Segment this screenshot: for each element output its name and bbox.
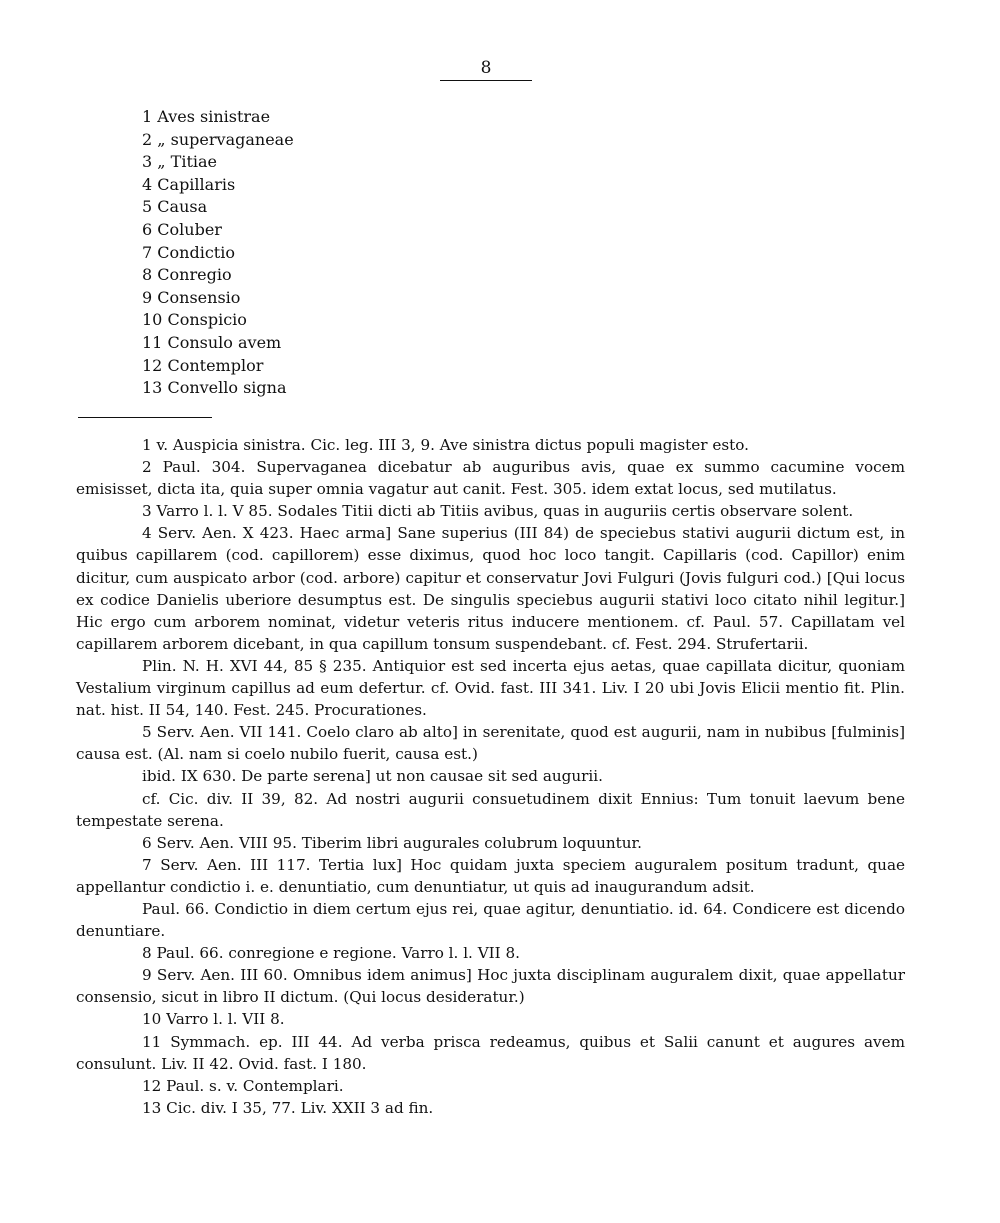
list-item xyxy=(142,309,542,332)
page-number: 8 xyxy=(440,58,532,81)
entry-text: „ supervaganeae xyxy=(157,129,294,149)
entry-text: 5 xyxy=(142,197,153,217)
entry-text: Consensio xyxy=(157,287,241,307)
list-item xyxy=(142,219,542,242)
footnote: 10 Varro l. l. VII 8. xyxy=(142,1010,285,1029)
entry-list xyxy=(142,106,542,400)
entry-text: Convello signa xyxy=(167,378,287,398)
footnote: 2 Paul. 304. Supervaganea dicebatur ab auguribus avis, quae ex summo cacumine vocem emisisset, dicta ita, quia super omnia vagatur aut canit. Fest. 305. idem extat locus, sed mutilatus. xyxy=(76,458,905,499)
list-item xyxy=(142,287,542,310)
entry-text: 4 xyxy=(142,174,153,194)
footnote: Plin. N. H. XVI 44, 85 § 235. Antiquior est sed incerta ejus aetas, quae capillata dicitur, quoniam Vestalium virginum capillus ad eum defertur. cf. Ovid. fast. III 341. Liv. I 20 ubi Jovis Elicii mentio fit. Plin. nat. hist. II 54, 140. Fest. 245. Procurationes. xyxy=(76,656,905,720)
footnote: 13 Cic. div. I 35, 77. Liv. XXII 3 ad fin. xyxy=(142,1098,434,1117)
entry-text: 10 xyxy=(142,310,163,330)
entry-text: 2 xyxy=(142,129,153,149)
entry-text: 13 xyxy=(142,378,163,398)
entry-text: 3 xyxy=(142,152,153,172)
entry-text: 11 xyxy=(142,332,163,352)
footnote: 1 v. Auspicia sinistra. Cic. leg. III 3, 9. Ave sinistra dictus populi magister esto. xyxy=(142,436,749,454)
footnote: 6 Serv. Aen. VIII 95. Tiberim libri augurales colubrum loquuntur. xyxy=(142,833,642,852)
entry-text: Conspicio xyxy=(167,310,247,330)
list-item xyxy=(142,332,542,355)
list-item xyxy=(142,174,542,197)
list-item xyxy=(142,377,542,400)
entry-text: 6 xyxy=(142,219,153,239)
list-item xyxy=(142,106,542,129)
entry-text: Conregio xyxy=(157,265,232,285)
list-item xyxy=(142,264,542,287)
footnote: ibid. IX 630. De parte serena] ut non causae sit sed augurii. xyxy=(142,767,603,786)
entry-text: 1 xyxy=(142,107,153,126)
list-item xyxy=(142,242,542,265)
footnotes xyxy=(76,434,905,1119)
footnote: 3 Varro l. l. V 85. Sodales Titii dicti ab Titiis avibus, quas in auguriis certis observare solent. xyxy=(142,502,854,521)
list-item xyxy=(142,129,542,152)
footnote: Paul. 66. Condictio in diem certum ejus rei, quae agitur, denuntiatio. id. 64. Condicere est dicendo denuntiare. xyxy=(76,899,905,941)
entry-text: Causa xyxy=(157,197,208,217)
section-divider xyxy=(78,417,212,418)
entry-text: Contemplor xyxy=(167,355,264,375)
list-item xyxy=(142,151,542,174)
entry-text: 8 xyxy=(142,265,153,285)
entry-text: 12 xyxy=(142,355,163,375)
footnote: 4 Serv. Aen. X 423. Haec arma] Sane superius (III 84) de speciebus stativi augurii dictum est, in quibus capillarem (cod. capillorem) esse diximus, quod hoc loco tangit. Capillaris (cod. Capillor) enim dicitur, cum auspicato arbor (cod. arbore) capitur et conservatur Jovi Fulguri (Jovis fulguri cod.) [Qui locus ex codice Danielis uberiore desumptus est. De singulis speciebus augurii stativi loco citato nihil legitur.] Hic ergo cum arborem nominat, videtur veteris ritus inducere mentionem. cf. Paul. 57. Capillatam vel capillarem arborem dicebant, in qua capillum tonsum suspendebant. cf. Fest. 294. Strufertarii. xyxy=(76,524,905,653)
entry-text: Consulo avem xyxy=(167,332,282,352)
footnote: cf. Cic. div. II 39, 82. Ad nostri augurii consuetudinem dixit Ennius: Tum tonuit laevum bene tempestate serena. xyxy=(76,789,905,830)
entry-text: Condictio xyxy=(157,242,235,262)
entry-text: Aves sinistrae xyxy=(157,107,271,126)
footnote: 7 Serv. Aen. III 117. Tertia lux] Hoc quidam juxta speciem auguralem positum tradunt, quae appellantur condictio i. e. denuntiatio, cum denuntiatur, ut quis ad inaugurandum adsit. xyxy=(76,855,905,896)
entry-text: Coluber xyxy=(157,219,222,239)
entry-text: „ Titiae xyxy=(157,152,217,172)
list-item xyxy=(142,196,542,219)
footnote: 12 Paul. s. v. Contemplari. xyxy=(142,1076,344,1095)
footnote: 11 Symmach. ep. III 44. Ad verba prisca redeamus, quibus et Salii canunt et augures avem consulunt. Liv. II 42. Ovid. fast. I 180. xyxy=(76,1032,905,1073)
list-item xyxy=(142,355,542,378)
entry-text: Capillaris xyxy=(157,174,236,194)
entry-text: 7 xyxy=(142,242,153,262)
footnote: 9 Serv. Aen. III 60. Omnibus idem animus] Hoc juxta disciplinam auguralem dixit, quae appellatur consensio, sicut in libro II dictum. (Qui locus desideratur.) xyxy=(76,966,905,1007)
entry-text: 9 xyxy=(142,287,153,307)
footnote: 8 Paul. 66. conregione e regione. Varro l. l. VII 8. xyxy=(142,944,520,963)
footnote: 5 Serv. Aen. VII 141. Coelo claro ab alto] in serenitate, quod est augurii, nam in nubibus [fulminis] causa est. (Al. nam si coelo nubilo fuerit, causa est.) xyxy=(76,723,905,764)
